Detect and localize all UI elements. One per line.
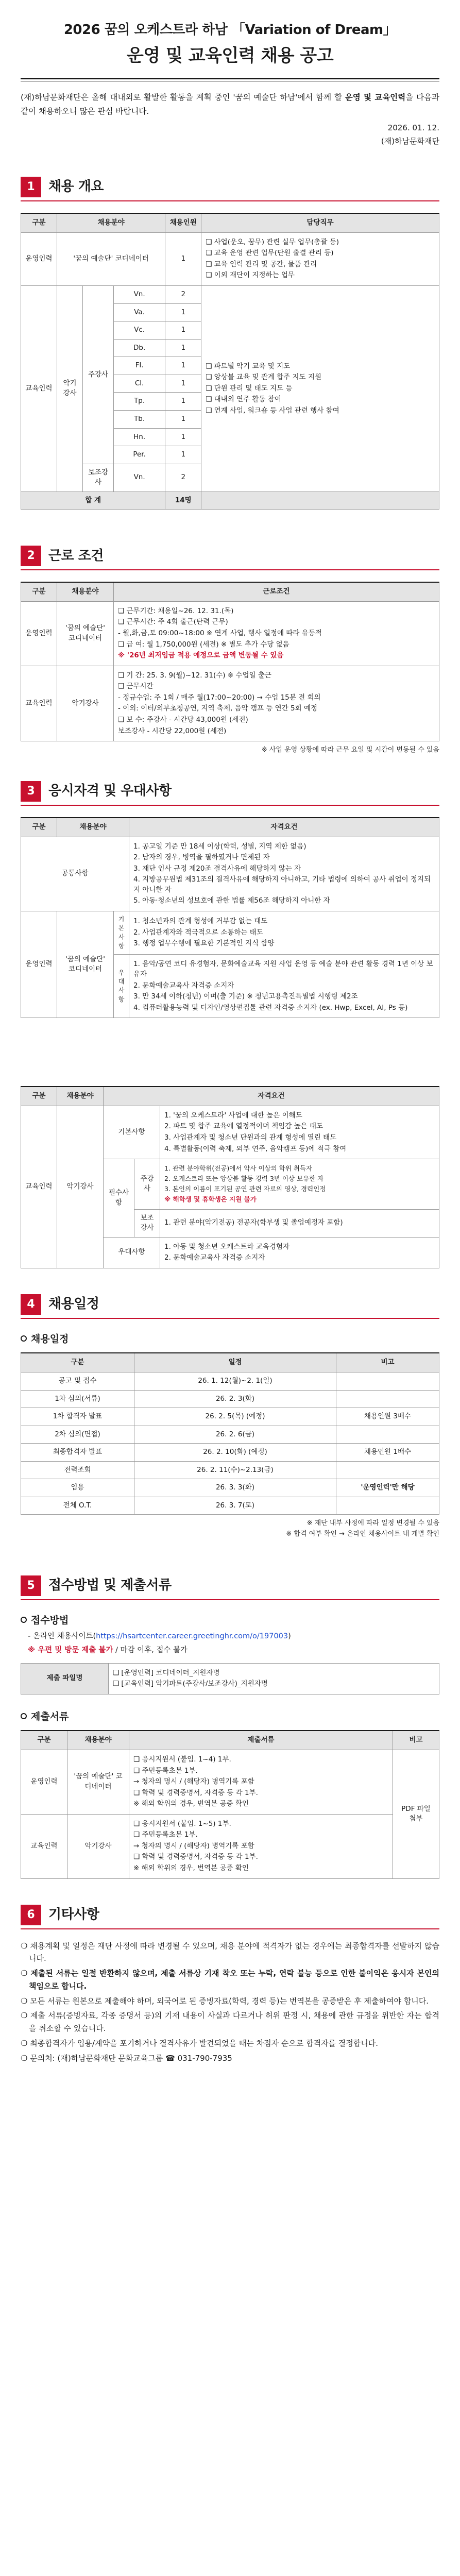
col-header: 구분	[21, 818, 57, 837]
list-item: ❑ 교육 운영 관련 업무(단원 출결 관리 등)	[206, 249, 334, 258]
section-number: 6	[21, 1905, 41, 1925]
label-cell: 보조강사	[134, 1209, 160, 1237]
filename-cell	[109, 1663, 439, 1694]
count-cell: 2	[165, 464, 201, 492]
section-number: 1	[21, 177, 41, 197]
list-item: 2. 사업관계자와 적극적으로 소통하는 태도	[133, 928, 263, 937]
count-cell: 1	[165, 446, 201, 464]
list-item: → 청자의 명시 / (해당자) 병역기록 포함	[133, 1777, 254, 1786]
req-cell	[160, 1159, 439, 1210]
list-item: ❑ 학력 및 경력증명서, 자격증 등 각 1부.	[133, 1853, 258, 1861]
list-item: 2. 남자의 경우, 병역을 필하였거나 면제된 자	[133, 853, 270, 862]
group-cell: 교육인력	[21, 1106, 57, 1268]
group-cell: 운영인력	[21, 232, 57, 285]
subheading-docs	[21, 1710, 439, 1724]
col-header: 구분	[21, 1353, 134, 1372]
list-item: ❑ 응시지원서 (붙임. 1~4) 1부.	[133, 1755, 231, 1764]
list-item: 3. 만 34세 이하(청년) 이며(출 기준) ※ 청년고용촉진특별법 시행령 제2조	[133, 992, 358, 1001]
list-item: 4. 지방공무원법 제31조의 결격사유에 해당하지 아니하고, 기타 법령에 의하여 공사 취업이 정지되지 아니한 자	[133, 875, 431, 894]
cell-note	[336, 1497, 439, 1515]
list-item: ❑ 학력 및 경력증명서, 자격증 등 각 1부.	[133, 1788, 258, 1797]
instrument-cell: Vc.	[114, 321, 165, 340]
cell-key: 1차 합격자 발표	[21, 1408, 134, 1426]
table-row	[21, 1408, 439, 1426]
list-item: 1. 관련 분야학위(전공)에서 악사 이상의 학위 취득자	[164, 1164, 313, 1173]
cell-key: 임용	[21, 1479, 134, 1497]
total-label: 합 계	[21, 492, 165, 510]
list-item: ❑ 앙상블 교육 및 관계 합주 지도 지원	[206, 373, 321, 382]
schedule-table	[21, 1352, 439, 1515]
warning-text: / 마감 이후, 접수 불가	[113, 1646, 188, 1654]
section-divider	[21, 569, 439, 570]
section-number: 3	[21, 781, 41, 802]
spacer	[21, 1018, 439, 1075]
qualifications-table-2	[21, 1086, 439, 1268]
list-item: 2. 파트 및 합주 교육에 열정적이며 책임감 높은 태도	[164, 1122, 323, 1131]
cell-note	[336, 1372, 439, 1390]
section-6-header	[21, 1905, 439, 1925]
cell-key: 1차 심의(서류)	[21, 1390, 134, 1408]
section-number: 2	[21, 546, 41, 566]
section-divider	[21, 1928, 439, 1929]
group-cell: 공통사항	[21, 837, 129, 911]
duty-cell	[201, 232, 439, 285]
list-item: 3. 사업관계자 및 청소년 단원과의 관계 형성에 열린 태도	[164, 1133, 337, 1142]
section-divider	[21, 805, 439, 806]
intro-text-1: (재)하남문화재단은 올해 대내외로 활발한 활동을 계획 중인 '꿈의 예술단 하남'에서 함께 할	[21, 92, 345, 102]
req-cell	[160, 1209, 439, 1237]
instrument-cell: Tb.	[114, 410, 165, 428]
field-cell: 악기강사	[57, 666, 114, 741]
section-3-header	[21, 781, 439, 802]
field-cell: '꿈의 예술단' 코디네이터	[57, 911, 114, 1018]
col-header: 자격요건	[104, 1087, 439, 1106]
list-item: ❍ 채용계획 및 일정은 재단 사정에 따라 변경될 수 있으며, 채용 분야에 적격자가 없는 경우에는 최종합격자를 선발하지 않습니다.	[21, 1941, 439, 1963]
section-divider	[21, 200, 439, 201]
section-divider	[21, 1318, 439, 1319]
subheading-label: 채용일정	[31, 1333, 69, 1345]
cell-key: 전력조회	[21, 1461, 134, 1479]
list-item: ❑ 기 간: 25. 3. 9(월)~12. 31(수) ※ 수업일 출근	[118, 671, 271, 680]
table-row	[21, 1444, 439, 1462]
supertitle: 2026 꿈의 오케스트라 하남 「Variation of Dream」	[63, 22, 397, 38]
instrument-cell: Fl.	[114, 357, 165, 375]
list-item: 4. 특별활동(이력 축제, 외부 연주, 음악캠프 등)에 적극 참여	[164, 1144, 347, 1153]
col-header: 구분	[21, 1087, 57, 1106]
list-item: 1. '꿈의 오케스트라' 사업에 대한 높은 이해도	[164, 1111, 302, 1120]
cell-value: 26. 2. 10(화) (예정)	[134, 1444, 336, 1462]
list-item: - 월,화,금,토 09:00~18:00 ※ 연계 사업, 행사 일정에 따라 유동적	[118, 629, 322, 638]
col-header: 채용분야	[57, 818, 129, 837]
schedule-note-1: ※ 재단 내부 사정에 따라 일정 변경될 수 있음	[306, 1519, 439, 1528]
list-item: 3. 행정 업무수행에 필요한 기본적인 지식 함양	[133, 939, 275, 948]
list-item: ❍ 최종합격자가 입용/계약을 포기하거나 결격사유가 발견되었을 때는 차점자 순으로 합격자를 결정합니다.	[21, 2038, 379, 2048]
list-item: 2. 문화예술교육사 자격증 소지자	[164, 1253, 265, 1262]
list-item: ❍ 문의처: (재)하남문화재단 문화교육그룹 ☎ 031-790-7935	[21, 2053, 232, 2063]
title-divider-thick	[21, 78, 439, 79]
list-item: ❍ 제출 서류(증빙자료, 각종 증명서 등)의 기재 내용이 사실과 다르거나 허위 판정 시, 채용에 관한 규정을 위반한 자는 합격을 취소할 수 있습니다.	[21, 2011, 439, 2033]
apply-link[interactable]: https://hsartcenter.career.greetinghr.com/o/197003	[96, 1632, 288, 1640]
qualifications-table	[21, 817, 439, 1018]
online-apply-text	[21, 1631, 439, 1642]
intro-text-2: 을 다음과 같이 채용하오니 많은 관심 바랍니다.	[21, 92, 439, 116]
remark-cell: PDF 파일 첨부	[393, 1750, 439, 1878]
page-title: 운영 및 교육인력 채용 공고	[126, 45, 334, 66]
col-header: 비고	[393, 1731, 439, 1750]
instrument-cell: Per.	[114, 446, 165, 464]
table-row	[21, 1497, 439, 1515]
cell-note: 채용인원 3배수	[336, 1408, 439, 1426]
instrument-cell: Hn.	[114, 428, 165, 446]
section-divider	[21, 1599, 439, 1600]
group-cell: 교육인력	[21, 1814, 67, 1878]
table-row	[21, 1479, 439, 1497]
instrument-cell: Vn.	[114, 286, 165, 304]
label-cell: 우대사항	[104, 1237, 160, 1268]
docs-cell	[129, 1750, 393, 1814]
table-row	[21, 1426, 439, 1444]
cell-note: 채용인원 1배수	[336, 1444, 439, 1462]
list-item: ❑ 보 수: 주강사 - 시간당 43,000원 (세전)	[118, 715, 248, 724]
group-cell: 운영인력	[21, 601, 57, 666]
conditions-table	[21, 582, 439, 741]
count-cell: 1	[165, 357, 201, 375]
subfield-cell: 보조강사	[83, 464, 114, 492]
intro-paragraph	[21, 91, 439, 118]
field-cell: '꿈의 예술단' 코디네이터	[67, 1750, 129, 1814]
count-cell: 1	[165, 393, 201, 411]
table-row	[21, 1390, 439, 1408]
section-5-header	[21, 1575, 439, 1596]
count-cell: 1	[165, 321, 201, 340]
conditions-cell	[114, 601, 439, 666]
circle-bullet-icon	[21, 1335, 27, 1342]
conditions-note: ※ 사업 운영 상황에 따라 근무 요일 및 시간이 변동될 수 있음	[261, 746, 439, 754]
total-value: 14명	[165, 492, 201, 510]
col-header: 구분	[21, 213, 57, 232]
group-cell: 교육인력	[21, 666, 57, 741]
list-item: ❑ [운영인력] 코디네이터_지원자명	[113, 1668, 220, 1677]
req-cell	[129, 911, 439, 955]
field-cell: 악기강사	[57, 1106, 104, 1268]
label-cell: 기본사항	[104, 1106, 160, 1159]
cell-value: 26. 3. 3(화)	[134, 1479, 336, 1497]
list-item: ❑ [교육인력] 악기파트(주강사/보조강사)_지원자명	[113, 1680, 268, 1688]
filename-table	[21, 1663, 439, 1694]
section-label: 접수방법 및 제출서류	[48, 1578, 172, 1594]
list-item: ❑ 근무시간	[118, 682, 154, 691]
list-item: ❍ 제출된 서류는 일절 반환하지 않으며, 제출 서류상 기재 착오 또는 누락, 연락 불능 등으로 인한 불이익은 응시자 본인의 책임으로 합니다.	[21, 1969, 439, 1991]
list-item: ❑ 근무시간: 주 4회 출근(탄력 근무)	[118, 618, 228, 626]
warning-strong: ※ 우편 및 방문 제출 불가	[28, 1646, 113, 1654]
count-cell: 1	[165, 410, 201, 428]
subfield-cell: 주강사	[83, 286, 114, 464]
apply-warning	[21, 1645, 439, 1656]
circle-bullet-icon	[21, 1617, 27, 1623]
duty-cell	[201, 286, 439, 492]
cell-note	[336, 1461, 439, 1479]
list-item: ※ '26년 최저임금 적용 예정으로 금액 변동될 수 있음	[118, 651, 284, 660]
cell-value: 26. 3. 7(토)	[134, 1497, 336, 1515]
field-cell: 악기강사	[67, 1814, 129, 1878]
label-cell: 우대사항	[114, 955, 129, 1018]
list-item: ❑ 단원 관리 및 태도 지도 등	[206, 384, 293, 393]
cell-value: 26. 2. 5(목) (예정)	[134, 1408, 336, 1426]
subheading-label: 접수방법	[31, 1615, 69, 1626]
subheading-label: 제출서류	[31, 1710, 69, 1722]
list-item: ❑ 연계 사업, 워크숍 등 사업 관련 행사 참여	[206, 406, 339, 415]
overview-table	[21, 213, 439, 510]
col-header: 자격요건	[129, 818, 439, 837]
cell-note	[336, 1426, 439, 1444]
list-item: - 정규수업: 주 1회 / 매주 월(17:00~20:00) → 수업 15분 전 회의	[118, 693, 321, 702]
announce-date: 2026. 01. 12.	[387, 123, 439, 133]
list-item: 5. 아동·청소년의 성보호에 관한 법률 제56조 해당하지 아니한 자	[133, 896, 330, 905]
req-cell	[160, 1106, 439, 1159]
instrument-cell: Vn.	[114, 464, 165, 492]
list-item: ❑ 근무기간: 채용일~26. 12. 31.(목)	[118, 606, 234, 615]
field-cell: 악기강사	[57, 286, 83, 492]
list-item: ※ 해외 학위의 경우, 번역본 공증 확인	[133, 1864, 249, 1872]
online-prefix: - 온라인 채용사이트(	[28, 1632, 96, 1640]
list-item: 1. 음악/공연 코디 유경험자, 문화예술교육 지원 사업 운영 등 예술 분야 관련 활동 경력 1년 이상 보유자	[133, 960, 433, 979]
announce-org: (재)하남문화재단	[381, 136, 439, 146]
count-cell: 1	[165, 339, 201, 357]
circle-bullet-icon	[21, 1713, 27, 1719]
col-header: 구분	[21, 582, 57, 601]
col-header: 비고	[336, 1353, 439, 1372]
cell-key: 2차 심의(면접)	[21, 1426, 134, 1444]
list-item: ❑ 교육 인력 관리 및 공간, 물품 관리	[206, 260, 317, 268]
list-item: 3. 재단 인사 규정 제20조 결격사유에 해당하지 않는 자	[133, 864, 301, 873]
label-cell: 주강사	[134, 1159, 160, 1210]
col-header: 담당직무	[201, 213, 439, 232]
col-header: 채용분야	[57, 1087, 104, 1106]
row-header: 제출 파일명	[21, 1663, 109, 1694]
list-item: 3. 본인의 이름이 포기된 공연 관련 자료의 영상, 경력인정	[164, 1185, 326, 1193]
group-cell: 교육인력	[21, 286, 57, 492]
label-cell: 기본사항	[114, 911, 129, 955]
list-item: 1. 청소년과의 관계 형성에 거부감 없는 태도	[133, 917, 268, 926]
cell-note	[336, 1390, 439, 1408]
section-number: 5	[21, 1575, 41, 1596]
table-row	[21, 1372, 439, 1390]
list-item: ❑ 주민등록초본 1부.	[133, 1831, 198, 1839]
count-cell: 1	[165, 375, 201, 393]
list-item: ※ 해외 학위의 경우, 번역본 공증 확인	[133, 1800, 249, 1808]
count-cell: 1	[165, 428, 201, 446]
col-header: 제출서류	[129, 1731, 393, 1750]
section-label: 근로 조건	[48, 548, 104, 564]
table-row	[21, 1461, 439, 1479]
list-item: 1. 관련 분야(악기전공) 전공자(학부생 및 졸업예정자 포함)	[164, 1218, 343, 1227]
pref-cell	[160, 1237, 439, 1268]
section-2-header	[21, 546, 439, 566]
instrument-cell: Va.	[114, 303, 165, 321]
list-item: 4. 컴퓨터활용능력 및 디자인/영상편집툴 관련 자격증 소지자 (ex. Hwp, Excel, AI, Ps 등)	[133, 1003, 408, 1012]
subheading-apply	[21, 1614, 439, 1628]
label-cell: 필수사항	[104, 1159, 134, 1238]
conditions-cell	[114, 666, 439, 741]
cell-value: 26. 1. 12(월)~2. 1(일)	[134, 1372, 336, 1390]
schedule-note-2: ※ 합격 여부 확인 → 온라인 채용사이트 내 개별 확인	[286, 1530, 439, 1538]
header	[21, 0, 439, 69]
instrument-cell: Cl.	[114, 375, 165, 393]
list-item: 1. 공고일 기준 만 18세 이상(학력, 성별, 지역 제한 없음)	[133, 842, 306, 851]
count-cell: 1	[165, 303, 201, 321]
col-header: 구분	[21, 1731, 67, 1750]
col-header: 채용분야	[57, 213, 165, 232]
total-empty	[201, 492, 439, 510]
list-item: ※ 해학생 및 휴학생은 지원 불가	[164, 1195, 257, 1204]
list-item: ❑ 응시지원서 (붙임. 1~5) 1부.	[133, 1819, 231, 1828]
list-item: → 청자의 명시 / (해당자) 병역기록 포함	[133, 1841, 254, 1850]
count-cell: 1	[165, 232, 201, 285]
list-item: - 이외: 이터/외부초청공연, 지역 축제, 음악 캠프 등 연간 5회 예정	[118, 704, 318, 713]
list-item: 1. 아동 및 청소년 오케스트라 교육경험자	[164, 1242, 289, 1251]
list-item: ❑ 급 여: 월 1,750,000원 (세전) ※ 별도 추가 수당 없음	[118, 640, 289, 649]
instrument-cell: Db.	[114, 339, 165, 357]
section-4-header	[21, 1294, 439, 1315]
cell-key: 전체 O.T.	[21, 1497, 134, 1515]
field-cell: '꿈의 예술단' 코디네이터	[57, 232, 165, 285]
group-cell: 운영인력	[21, 911, 57, 1018]
section-1-header	[21, 177, 439, 197]
cell-value: 26. 2. 3(화)	[134, 1390, 336, 1408]
field-cell: '꿈의 예술단' 코디네이터	[57, 601, 114, 666]
list-item: ❑ 이외 재단이 지정하는 업무	[206, 271, 295, 280]
col-header: 근로조건	[114, 582, 439, 601]
section-label: 채용일정	[48, 1296, 99, 1312]
pref-cell	[129, 955, 439, 1018]
list-item: 보조강사 - 시간당 22,000원 (세전)	[118, 726, 227, 735]
req-cell	[129, 837, 439, 911]
list-item: ❑ 주민등록초본 1부.	[133, 1766, 198, 1775]
col-header: 채용분야	[67, 1731, 129, 1750]
docs-cell	[129, 1814, 393, 1878]
col-header: 일정	[134, 1353, 336, 1372]
list-item: ❑ 대내외 연주 활동 참여	[206, 395, 281, 404]
cell-key: 최종합격자 발표	[21, 1444, 134, 1462]
signature	[21, 122, 439, 148]
count-cell: 2	[165, 286, 201, 304]
cell-value: 26. 2. 11(수)~2.13(금)	[134, 1461, 336, 1479]
subheading-schedule	[21, 1332, 439, 1347]
cell-value: 26. 2. 6(금)	[134, 1426, 336, 1444]
col-header: 채용분야	[57, 582, 114, 601]
section-number: 4	[21, 1294, 41, 1315]
intro-bold: 운영 및 교육인력	[345, 92, 406, 102]
list-item: ❑ 사업(운오, 꿈무) 관련 실무 업무(총괄 등)	[206, 238, 339, 246]
list-item: 2. 문화예술교육사 자격증 소지자	[133, 981, 234, 990]
misc-list	[21, 1940, 439, 2065]
list-item: 2. 오케스트라 또는 앙상블 활동 경력 3년 이상 보유한 자	[164, 1175, 324, 1183]
cell-key: 공고 및 접수	[21, 1372, 134, 1390]
section-label: 채용 개요	[48, 179, 104, 195]
group-cell: 운영인력	[21, 1750, 67, 1814]
online-suffix: )	[288, 1632, 291, 1640]
instrument-cell: Tp.	[114, 393, 165, 411]
cell-note: '운영인력'만 해당	[336, 1479, 439, 1497]
list-item: ❍ 모든 서류는 원본으로 제출해야 하며, 외국어로 된 증빙자료(학력, 경력 등)는 번역본을 공증받은 후 제출하여야 합니다.	[21, 1996, 429, 2006]
docs-table	[21, 1730, 439, 1878]
col-header: 채용인원	[165, 213, 201, 232]
section-label: 기타사항	[48, 1906, 99, 1922]
list-item: ❑ 파트별 악기 교육 및 지도	[206, 362, 291, 370]
section-label: 응시자격 및 우대사항	[48, 783, 172, 799]
